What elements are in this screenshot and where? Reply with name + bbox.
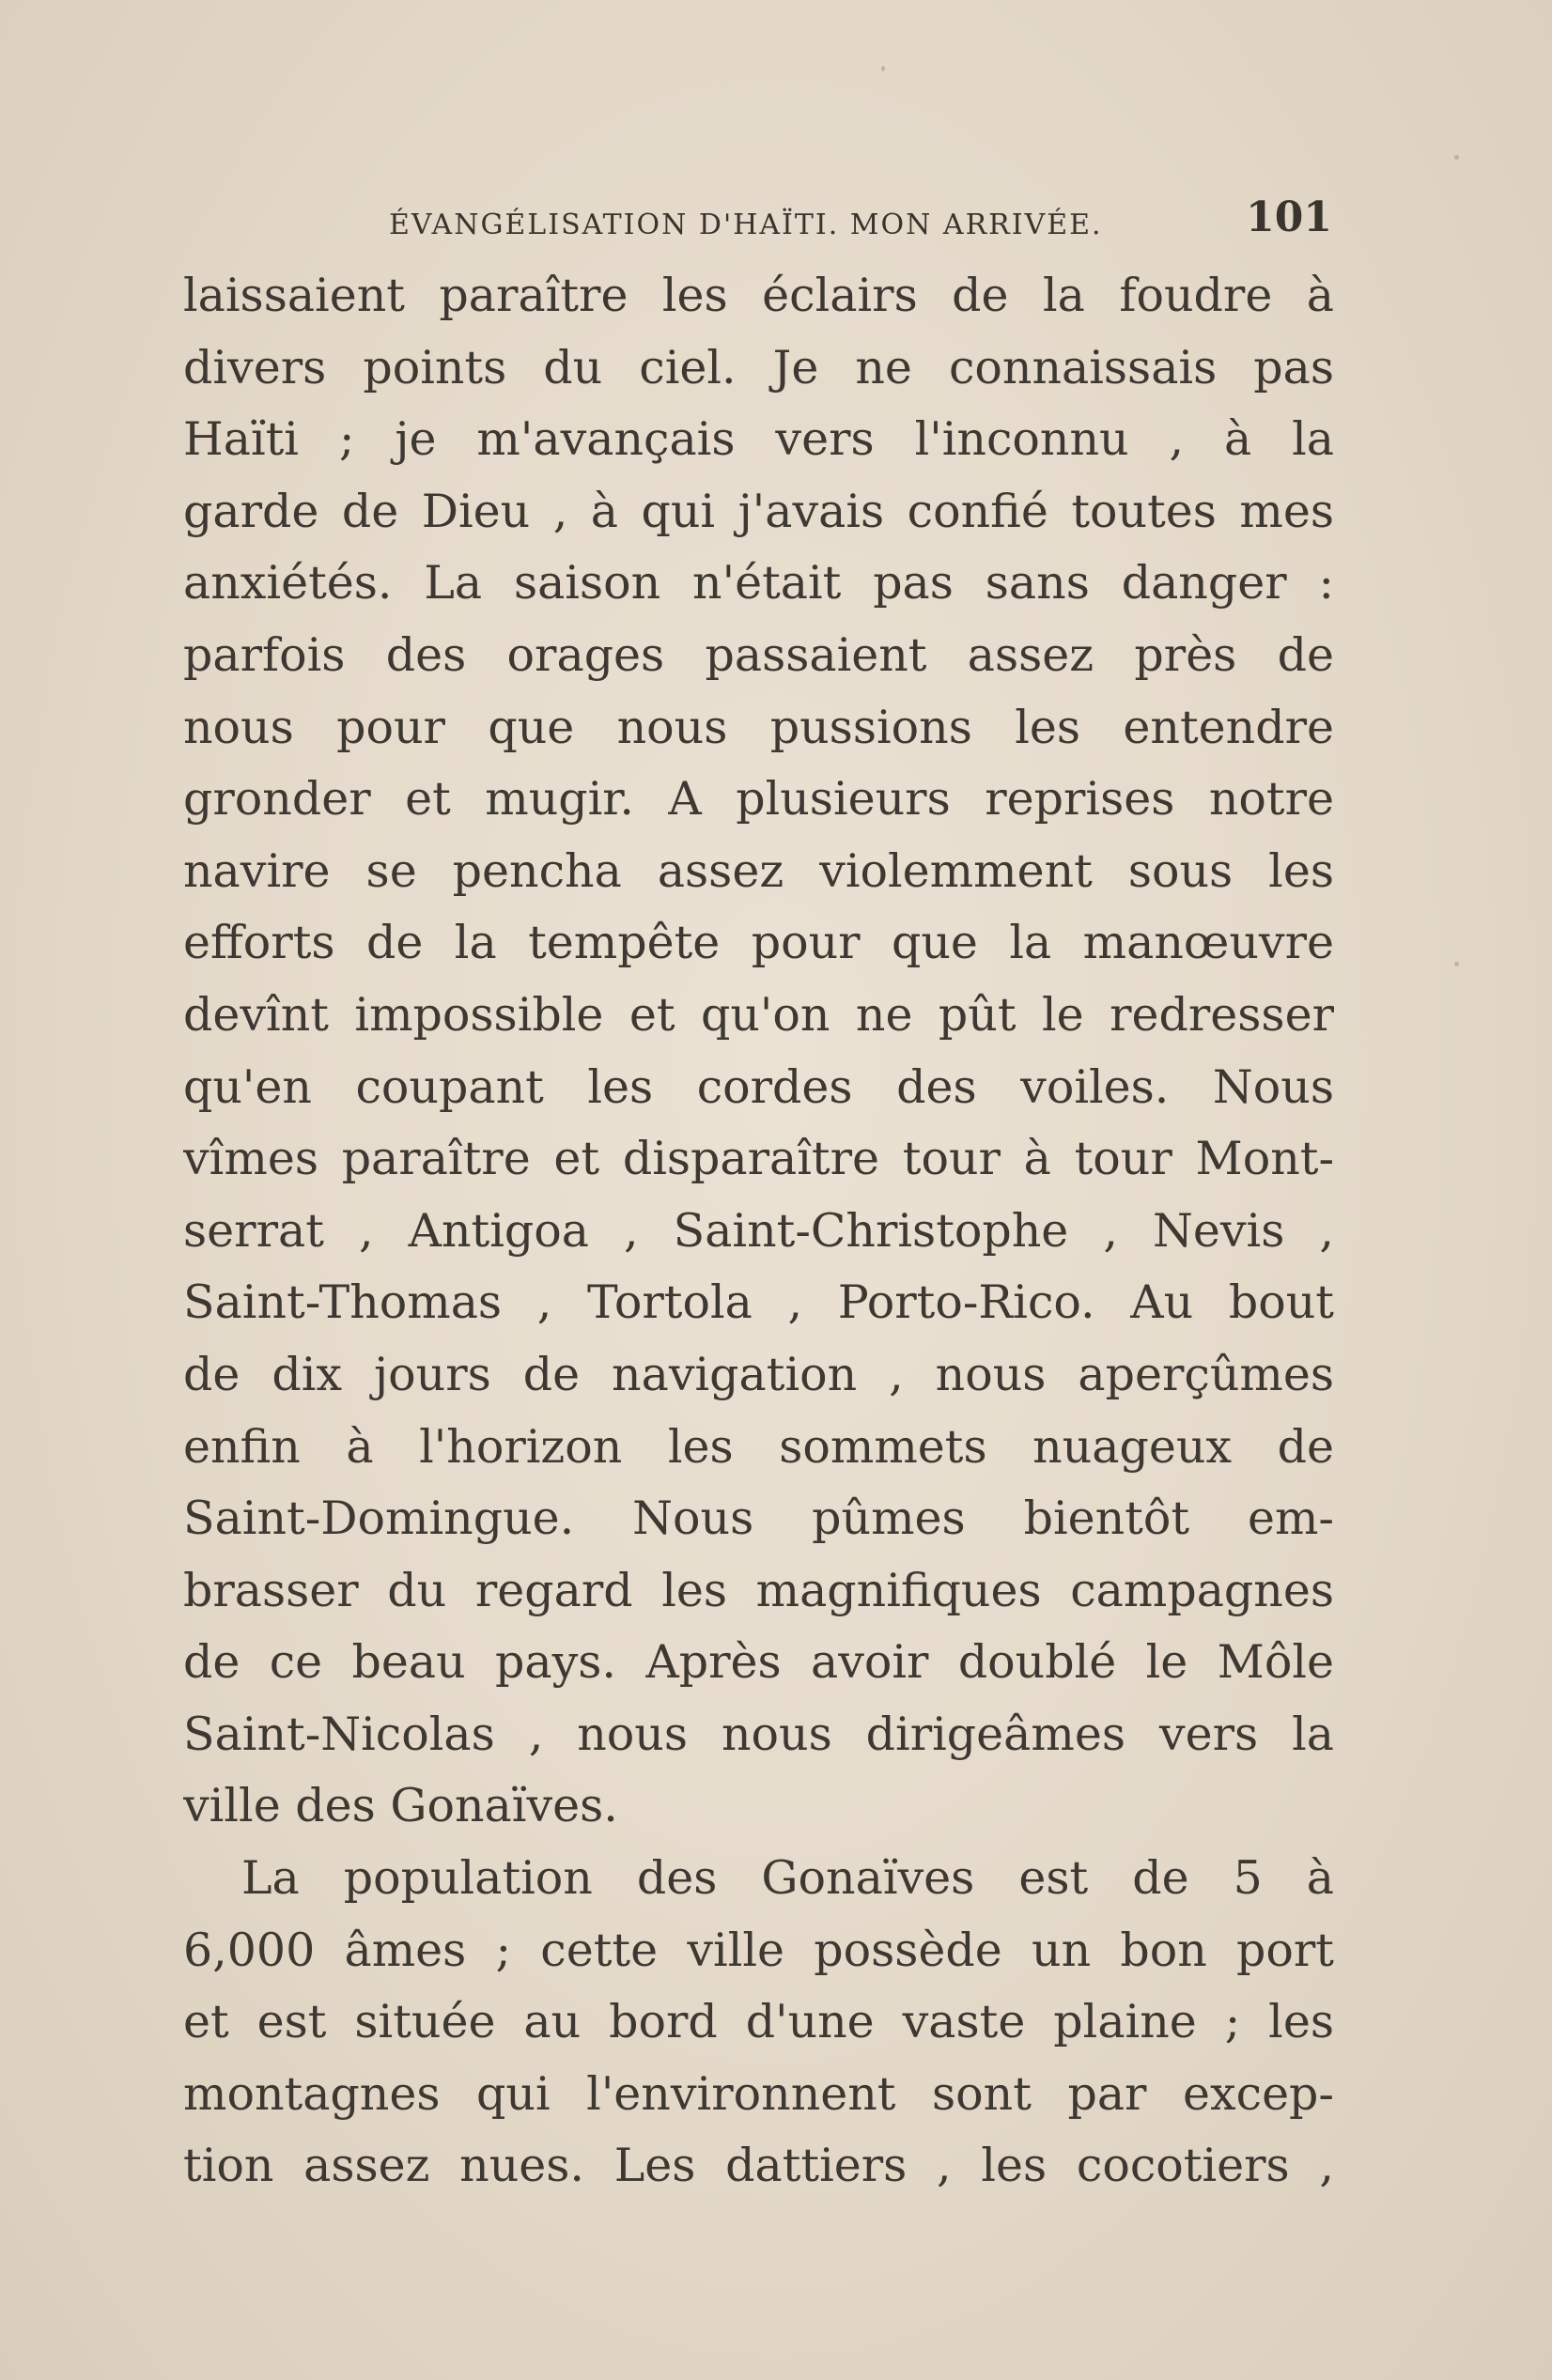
paragraph [183,260,1334,1843]
running-head: ÉVANGÉLISATION D'HAÏTI. MON ARRIVÉE. [389,209,1103,241]
text-line: Haïti ; je m'avançais vers l'inconnu , à la [183,412,1334,467]
text-line: de dix jours de navigation , nous aperçûmes [183,1347,1334,1401]
paper-speck [1454,155,1459,160]
text-line: enfin à l'horizon les sommets nuageux de [183,1419,1334,1474]
page-header [188,188,1332,244]
text-line: montagnes qui l'environnent sont par excep- [183,2066,1334,2121]
text-line: efforts de la tempête pour que la manœuvre [183,916,1334,970]
paragraph [183,1843,1334,2202]
text-line: garde de Dieu , à qui j'avais confié toutes mes [183,484,1334,538]
paper-speck [1454,962,1459,966]
text-line: La population des Gonaïves est de 5 à [241,1851,1334,1906]
text-line: anxiétés. La saison n'était pas sans danger : [183,556,1334,610]
text-line: tion assez nues. Les dattiers , les cocotiers , [183,2139,1334,2193]
text-line: 6,000 âmes ; cette ville possède un bon port [183,1923,1334,1977]
body-text [183,260,1334,2202]
text-line: ville des Gonaïves. [183,1779,618,1833]
text-line: de ce beau pays. Après avoir doublé le Môle [183,1635,1334,1690]
text-line: brasser du regard les magnifiques campagnes [183,1563,1334,1617]
text-line: gronder et mugir. A plusieurs reprises notre [183,772,1334,827]
text-line: qu'en coupant les cordes des voiles. Nous [183,1059,1334,1114]
page-number: 101 [1246,193,1332,241]
text-line: serrat , Antigoa , Saint-Christophe , Nevis , [183,1203,1334,1258]
text-line: navire se pencha assez violemment sous les [183,843,1334,898]
text-line: Saint-Nicolas , nous nous dirigeâmes vers la [183,1707,1334,1761]
text-line: divers points du ciel. Je ne connaissais pas [183,340,1334,394]
paper-speck [881,66,885,71]
text-line: Saint-Domingue. Nous pûmes bientôt em- [183,1491,1334,1546]
text-line: Saint-Thomas , Tortola , Porto-Rico. Au bout [183,1275,1334,1330]
text-line: devînt impossible et qu'on ne pût le redresser [183,987,1334,1042]
text-line: vîmes paraître et disparaître tour à tour Mont- [183,1132,1334,1186]
text-line: nous pour que nous pussions les entendre [183,700,1334,754]
text-line: parfois des orages passaient assez près de [183,627,1334,682]
text-line: et est située au bord d'une vaste plaine ; les [183,1995,1334,2049]
text-line: laissaient paraître les éclairs de la foudre à [183,269,1334,322]
